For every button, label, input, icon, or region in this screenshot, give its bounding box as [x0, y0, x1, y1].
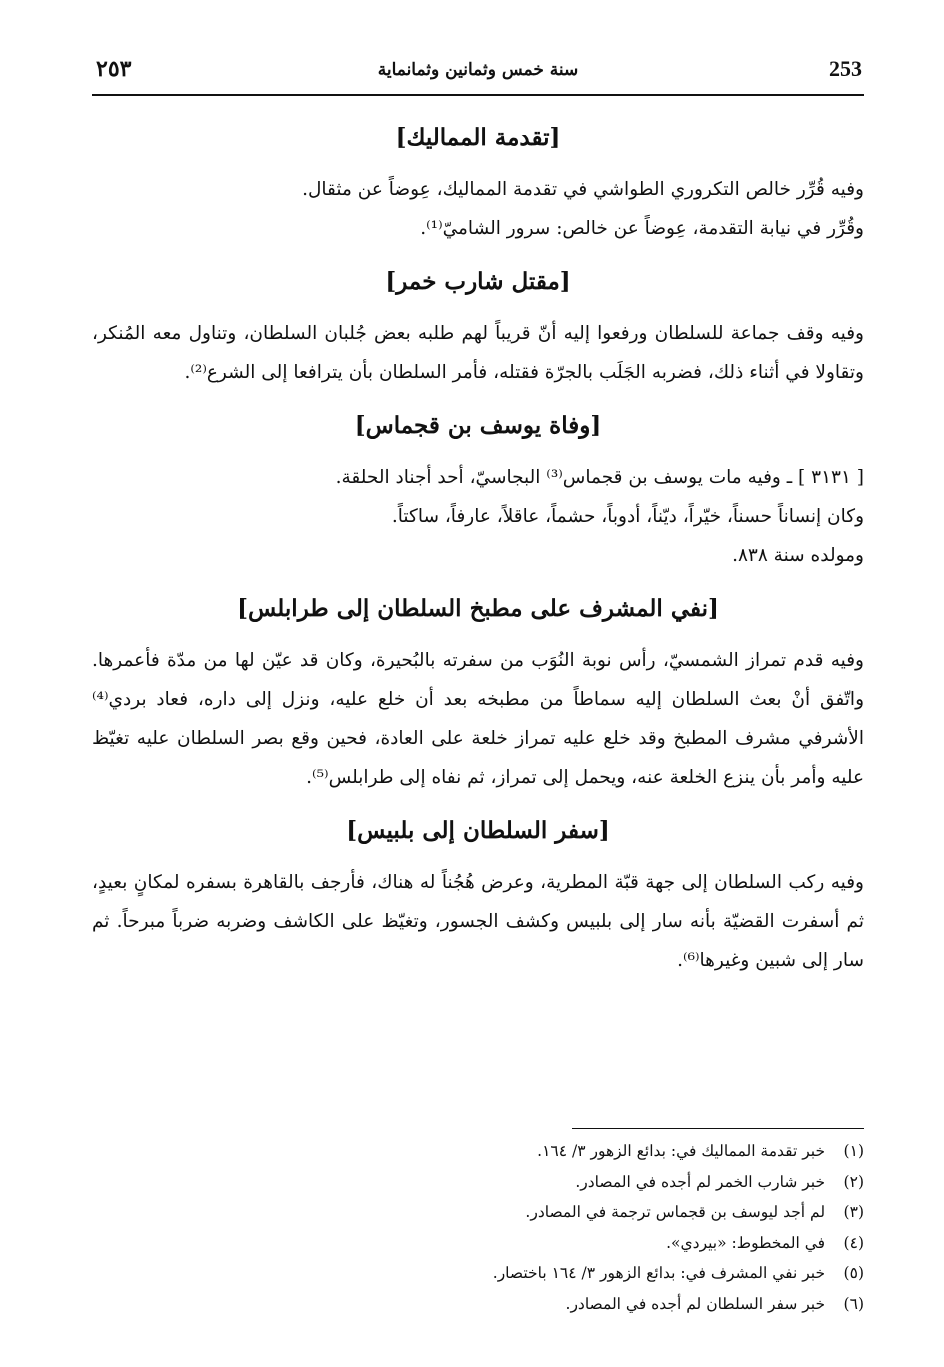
footnote-item	[92, 1228, 864, 1259]
page-number-arabic: ٢٥٣	[96, 56, 132, 82]
footnote-mark: (٦)	[843, 1294, 864, 1313]
footnotes	[92, 1136, 864, 1319]
footnote-mark: (٥)	[843, 1264, 864, 1282]
page-header	[92, 50, 864, 96]
section-heading: [تقدمة المماليك]	[395, 124, 561, 151]
main-text	[92, 104, 864, 980]
footnote-text: خبر نفي المشرف في: بدائع الزهور ٣/ ١٦٤ باختصار.	[492, 1264, 826, 1282]
section-heading: [سفر السلطان إلى بلبيس]	[346, 817, 610, 844]
footnote-item	[92, 1136, 864, 1167]
running-title: سنة خمس وثمانين وثمانماية	[377, 60, 579, 80]
footnote-item	[92, 1258, 864, 1289]
footnote-divider	[572, 1128, 864, 1129]
footnote-item	[92, 1167, 864, 1198]
section-heading: [مقتل شارب خمر]	[385, 268, 571, 295]
paragraph: وفيه قدم تمراز الشمسيّ، رأس نوبة النُوَب من سفرته بالبُحيرة، وكان قد عيّن لها من مدّة فأعمرها. واتّفق أنْ بعث السلطان إليه سماطاً من مطبخه بعد أن خلع عليه، ونزل إلى داره، فعاد بردي⁽⁴⁾ الأشرفي مشرف المطبخ وقد خلع عليه تمراز خلعة على العادة، فحين وقع بصر السلطان عليه تغيّظ عليه وأمر بأن ينزع الخلعة عنه، ويحمل إلى تمراز، ثم نفاه إلى طرابلس⁽⁵⁾.	[92, 650, 864, 788]
section-death-yusuf	[92, 406, 864, 575]
footnote-item	[92, 1197, 864, 1228]
footnote-text: خبر شارب الخمر لم أجده في المصادر.	[575, 1172, 826, 1191]
footnote-mark: (١)	[843, 1142, 864, 1160]
paragraph: وفيه قُرِّر خالص التكروري الطواشي في تقدمة المماليك، عِوضاً عن مثقال.	[302, 179, 864, 200]
footnote-mark: (٢)	[843, 1172, 864, 1191]
page-number-latin: 253	[829, 56, 862, 81]
paragraph: وفيه ركب السلطان إلى جهة قبّة المطرية، وعرض هُجُناً له هناك، فأرجف بالقاهرة بسفره لمكانٍ بعيدٍ، ثم أسفرت القضيّة بأنه سار إلى بلبيس وكشف الجسور، وتغيّظ على الكاشف وضربه ضرباً مبرحاً. ثم سار إلى شبين وغيرها⁽⁶⁾.	[92, 872, 864, 971]
paragraph: وفيه وقف جماعة للسلطان ورفعوا إليه أنّ قريباً لهم طلبه بعض جُلبان السلطان، وتناول معه المُنكر، وتقاولا في أثناء ذلك، فضربه الجَلَب بالجرّة فقتله، فأمر السلطان بأن يترافعا إلى الشرع⁽²⁾.	[92, 323, 864, 383]
section-wine-drinker-killing	[92, 262, 864, 392]
footnote-mark: (٣)	[843, 1203, 864, 1221]
paragraph: [ ٣١٣١ ] ـ وفيه مات يوسف بن قجماس⁽³⁾ البجاسيّ، أحد أجناد الحلقة.	[335, 467, 864, 488]
section-sultan-travel-bilbeis	[92, 811, 864, 980]
footnote-mark: (٤)	[843, 1233, 864, 1252]
footnote-text: خبر تقدمة المماليك في: بدائع الزهور ٣/ ١٦٤.	[537, 1142, 826, 1160]
footnote-text: خبر سفر السلطان لم أجده في المصادر.	[565, 1294, 826, 1313]
paragraph: وكان إنساناً حسناً، خيّراً، ديّناً، أدوباً، حشماً، عاقلاً، عارفاً، ساكتاً.	[391, 506, 864, 527]
section-heading: [وفاة يوسف بن قجماس]	[354, 412, 602, 439]
footnote-item	[92, 1289, 864, 1320]
footnote-text: في المخطوط: «بيردي».	[666, 1233, 826, 1252]
section-heading: [نفي المشرف على مطبخ السلطان إلى طرابلس]	[237, 595, 719, 622]
section-exile-kitchen-supervisor	[92, 589, 864, 797]
section-mamluk-advancement	[92, 118, 864, 248]
paragraph: ومولده سنة ٨٣٨.	[732, 545, 864, 566]
footnote-text: لم أجد ليوسف بن قجماس ترجمة في المصادر.	[525, 1203, 826, 1221]
paragraph: وقُرِّر في نيابة التقدمة، عِوضاً عن خالص: سرور الشاميّ⁽¹⁾.	[420, 218, 864, 239]
